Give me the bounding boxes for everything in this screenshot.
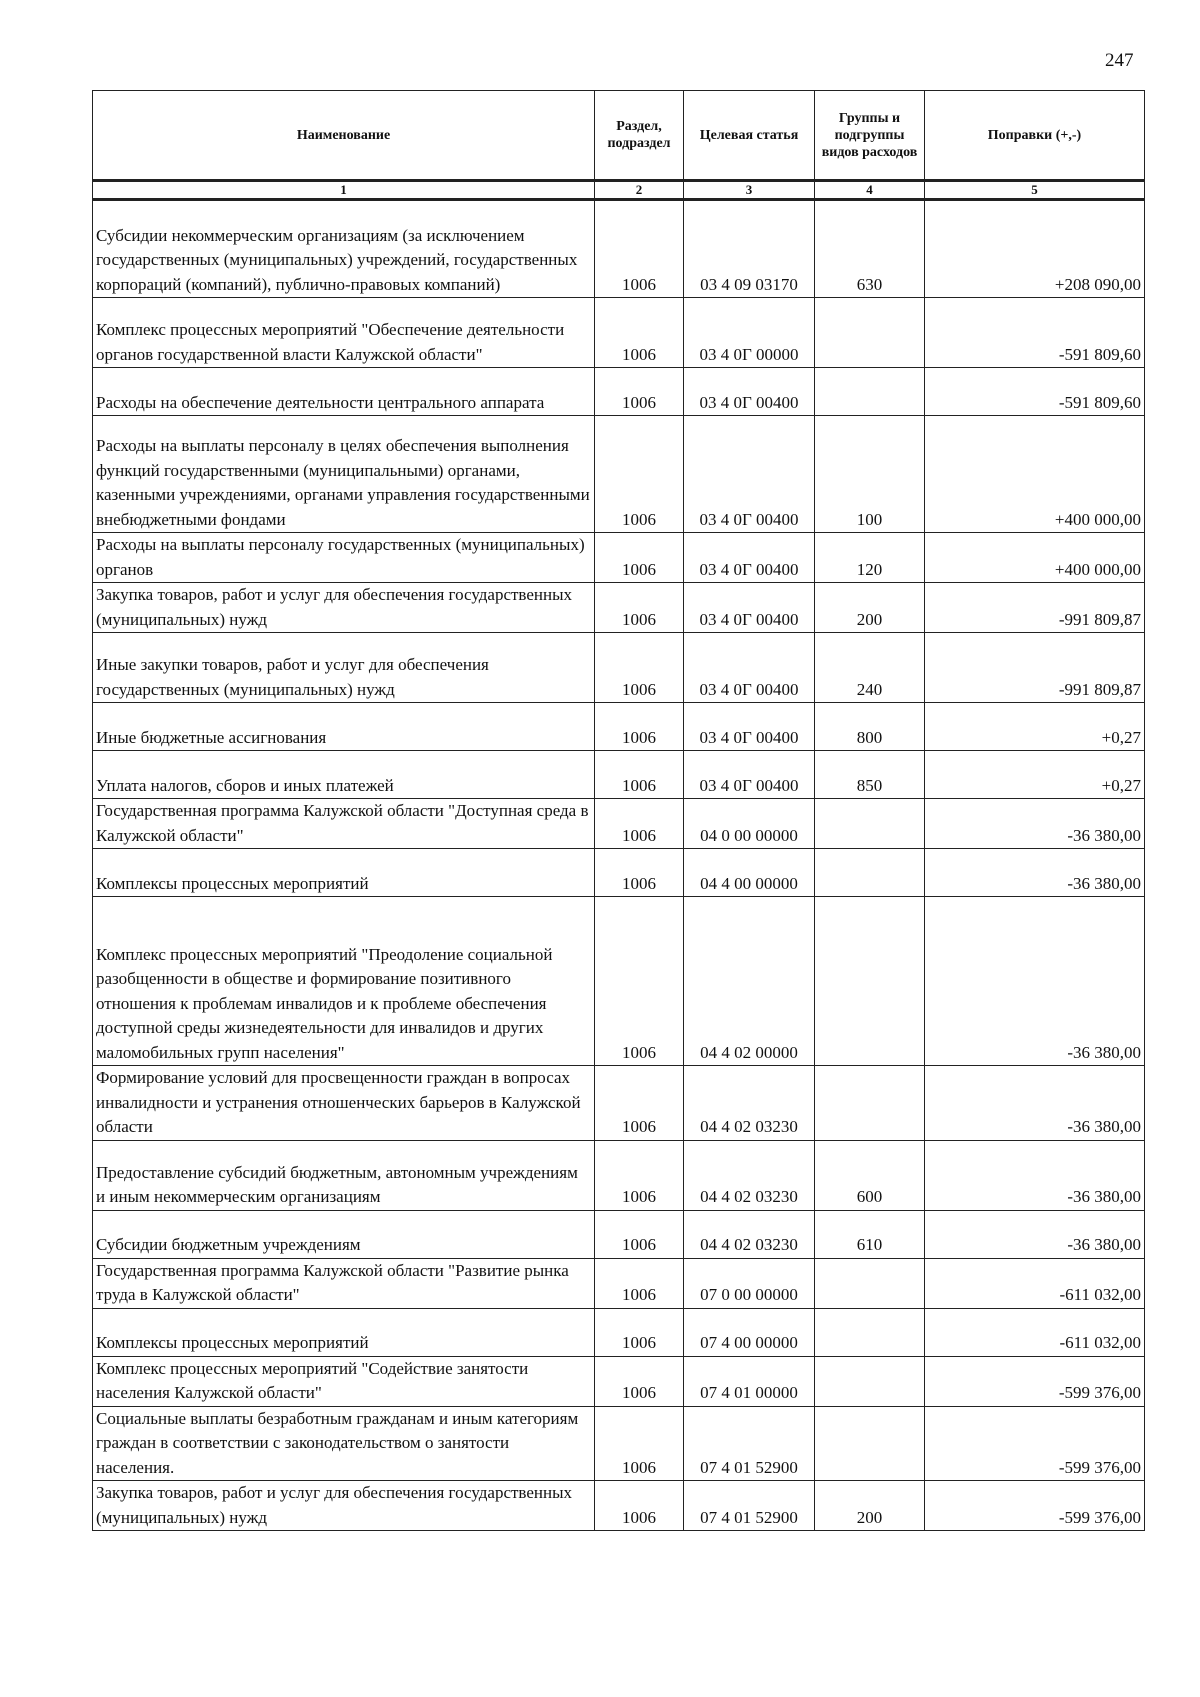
table-row [93, 533, 1145, 583]
row-section: 1006 [595, 1356, 684, 1406]
row-target: 03 4 0Г 00400 [684, 368, 815, 416]
row-amount: -36 380,00 [925, 897, 1145, 1066]
row-name: Формирование условий для просвещенности граждан в вопросах инвалидности и устранения отношенческих барьеров в Калужской области [93, 1066, 595, 1141]
row-section: 1006 [595, 799, 684, 849]
row-target: 03 4 0Г 00000 [684, 298, 815, 368]
budget-amendments-table [92, 90, 1145, 1531]
column-number: 3 [684, 181, 815, 200]
row-target: 04 0 00 00000 [684, 799, 815, 849]
row-group [815, 799, 925, 849]
row-amount: -36 380,00 [925, 799, 1145, 849]
row-group [815, 897, 925, 1066]
row-group: 800 [815, 703, 925, 751]
row-name: Уплата налогов, сборов и иных платежей [93, 751, 595, 799]
row-section: 1006 [595, 1406, 684, 1481]
header-groups: Группы и подгруппы видов расходов [815, 91, 925, 181]
column-number: 5 [925, 181, 1145, 200]
row-name: Комплексы процессных мероприятий [93, 1308, 595, 1356]
header-section: Раздел, подраздел [595, 91, 684, 181]
row-target: 07 4 01 00000 [684, 1356, 815, 1406]
column-numbers-row [93, 181, 1145, 200]
table-row [93, 1308, 1145, 1356]
row-amount: -599 376,00 [925, 1481, 1145, 1531]
table-row [93, 633, 1145, 703]
row-section: 1006 [595, 368, 684, 416]
row-amount: +208 090,00 [925, 200, 1145, 298]
row-group [815, 368, 925, 416]
header-amendments: Поправки (+,-) [925, 91, 1145, 181]
row-target: 04 4 02 03230 [684, 1210, 815, 1258]
row-group [815, 298, 925, 368]
row-section: 1006 [595, 633, 684, 703]
table-row [93, 849, 1145, 897]
row-section: 1006 [595, 298, 684, 368]
table-row [93, 416, 1145, 533]
page-number: 247 [1105, 50, 1134, 71]
row-target: 07 4 01 52900 [684, 1406, 815, 1481]
row-group [815, 1356, 925, 1406]
table-row [93, 897, 1145, 1066]
table-row [93, 1140, 1145, 1210]
row-target: 04 4 02 03230 [684, 1140, 815, 1210]
table-row [93, 583, 1145, 633]
row-target: 04 4 02 03230 [684, 1066, 815, 1141]
row-amount: -36 380,00 [925, 849, 1145, 897]
row-section: 1006 [595, 703, 684, 751]
row-section: 1006 [595, 416, 684, 533]
row-name: Комплексы процессных мероприятий [93, 849, 595, 897]
row-group: 610 [815, 1210, 925, 1258]
header-target: Целевая статья [684, 91, 815, 181]
row-group [815, 849, 925, 897]
row-name: Предоставление субсидий бюджетным, автономным учреждениям и иным некоммерческим организациям [93, 1140, 595, 1210]
row-name: Субсидии бюджетным учреждениям [93, 1210, 595, 1258]
row-group: 630 [815, 200, 925, 298]
row-target: 07 0 00 00000 [684, 1258, 815, 1308]
table-row [93, 1210, 1145, 1258]
header-row [93, 91, 1145, 181]
row-name: Комплекс процессных мероприятий "Преодоление социальной разобщенности в обществе и формирование позитивного отношения к проблемам инвалидов и к проблеме обеспечения доступной среды жизнедеятельности для инвалидов и других маломобильных групп населения" [93, 897, 595, 1066]
row-amount: -611 032,00 [925, 1258, 1145, 1308]
row-section: 1006 [595, 751, 684, 799]
row-section: 1006 [595, 1066, 684, 1141]
table-row [93, 298, 1145, 368]
column-number: 4 [815, 181, 925, 200]
row-name: Иные закупки товаров, работ и услуг для обеспечения государственных (муниципальных) нужд [93, 633, 595, 703]
row-section: 1006 [595, 200, 684, 298]
row-name: Расходы на выплаты персоналу государственных (муниципальных) органов [93, 533, 595, 583]
row-target: 03 4 0Г 00400 [684, 416, 815, 533]
row-group: 120 [815, 533, 925, 583]
table-row [93, 1066, 1145, 1141]
row-section: 1006 [595, 1481, 684, 1531]
row-section: 1006 [595, 1210, 684, 1258]
row-amount: +0,27 [925, 751, 1145, 799]
row-name: Субсидии некоммерческим организациям (за исключением государственных (муниципальных) учреждений, государственных корпораций (компаний), публично-правовых компаний) [93, 200, 595, 298]
row-name: Государственная программа Калужской области "Развитие рынка труда в Калужской области" [93, 1258, 595, 1308]
table-row [93, 1356, 1145, 1406]
row-amount: -611 032,00 [925, 1308, 1145, 1356]
row-section: 1006 [595, 1308, 684, 1356]
row-group: 100 [815, 416, 925, 533]
row-group: 200 [815, 583, 925, 633]
row-name: Комплекс процессных мероприятий "Содействие занятости населения Калужской области" [93, 1356, 595, 1406]
row-section: 1006 [595, 583, 684, 633]
row-target: 03 4 0Г 00400 [684, 533, 815, 583]
row-name: Иные бюджетные ассигнования [93, 703, 595, 751]
row-name: Закупка товаров, работ и услуг для обеспечения государственных (муниципальных) нужд [93, 1481, 595, 1531]
row-group: 600 [815, 1140, 925, 1210]
row-name: Комплекс процессных мероприятий "Обеспечение деятельности органов государственной власти Калужской области" [93, 298, 595, 368]
row-group [815, 1308, 925, 1356]
table-row [93, 368, 1145, 416]
row-amount: -36 380,00 [925, 1210, 1145, 1258]
row-name: Расходы на обеспечение деятельности центрального аппарата [93, 368, 595, 416]
row-name: Социальные выплаты безработным гражданам и иным категориям граждан в соответствии с законодательством о занятости населения. [93, 1406, 595, 1481]
table-row [93, 703, 1145, 751]
row-target: 03 4 0Г 00400 [684, 703, 815, 751]
row-target: 03 4 09 03170 [684, 200, 815, 298]
column-number: 1 [93, 181, 595, 200]
row-group: 850 [815, 751, 925, 799]
row-target: 07 4 00 00000 [684, 1308, 815, 1356]
row-target: 07 4 01 52900 [684, 1481, 815, 1531]
row-target: 03 4 0Г 00400 [684, 583, 815, 633]
table-body [93, 200, 1145, 1531]
row-target: 03 4 0Г 00400 [684, 751, 815, 799]
row-group [815, 1066, 925, 1141]
row-amount: +0,27 [925, 703, 1145, 751]
row-group [815, 1258, 925, 1308]
row-section: 1006 [595, 849, 684, 897]
row-group: 200 [815, 1481, 925, 1531]
row-section: 1006 [595, 897, 684, 1066]
row-target: 03 4 0Г 00400 [684, 633, 815, 703]
row-section: 1006 [595, 533, 684, 583]
row-target: 04 4 00 00000 [684, 849, 815, 897]
row-name: Закупка товаров, работ и услуг для обеспечения государственных (муниципальных) нужд [93, 583, 595, 633]
table-row [93, 799, 1145, 849]
table-row [93, 1258, 1145, 1308]
row-amount: -36 380,00 [925, 1140, 1145, 1210]
row-amount: +400 000,00 [925, 416, 1145, 533]
column-number: 2 [595, 181, 684, 200]
row-section: 1006 [595, 1140, 684, 1210]
header-name: Наименование [93, 91, 595, 181]
row-amount: -599 376,00 [925, 1406, 1145, 1481]
row-amount: -36 380,00 [925, 1066, 1145, 1141]
table-row [93, 1406, 1145, 1481]
row-section: 1006 [595, 1258, 684, 1308]
table-row [93, 200, 1145, 298]
table-row [93, 751, 1145, 799]
table-row [93, 1481, 1145, 1531]
row-amount: -591 809,60 [925, 368, 1145, 416]
row-amount: -599 376,00 [925, 1356, 1145, 1406]
row-name: Расходы на выплаты персоналу в целях обеспечения выполнения функций государственными (муниципальными) органами, казенными учреждениями, органами управления государственными внебюджетными фондами [93, 416, 595, 533]
row-amount: +400 000,00 [925, 533, 1145, 583]
row-amount: -991 809,87 [925, 583, 1145, 633]
row-amount: -991 809,87 [925, 633, 1145, 703]
row-amount: -591 809,60 [925, 298, 1145, 368]
row-target: 04 4 02 00000 [684, 897, 815, 1066]
row-name: Государственная программа Калужской области "Доступная среда в Калужской области" [93, 799, 595, 849]
row-group: 240 [815, 633, 925, 703]
row-group [815, 1406, 925, 1481]
